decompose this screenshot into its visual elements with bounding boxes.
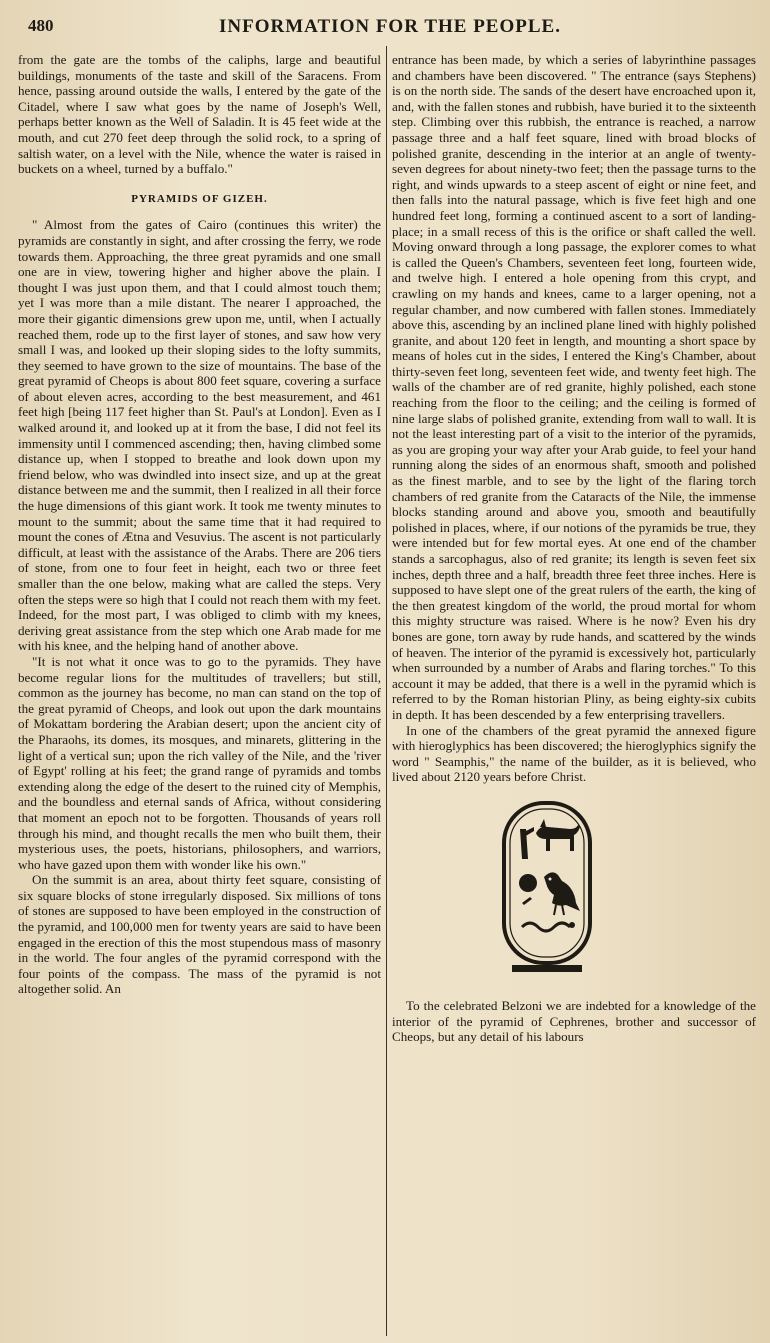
figure (392, 793, 756, 988)
right-column (392, 52, 756, 1045)
paragraph: On the summit is an area, about thirty feet square, consisting of six square blocks of stone irregularly disposed. Six millions of tons of stones are supposed to have been employed in the construction of the pyramid, and 100,000 men for twenty years are said to have been engaged in the erection of this the most stupendous mass of masonry in the world. The four angles of the pyramid correspond with the four points of the compass. The mass of the pyramid is not altogether solid. An (18, 872, 381, 997)
page-number: 480 (28, 16, 54, 35)
paragraph: To the celebrated Belzoni we are indebted for a knowledge of the interior of the pyramid of Cephrenes, brother and successor of Cheops, but any detail of his labours (392, 997, 756, 1045)
page-header (28, 14, 752, 44)
section-heading: PYRAMIDS OF GIZEH. (131, 192, 268, 205)
paragraph: " Almost from the gates of Cairo (continues this writer) the pyramids are constantly in sight, and after crossing the ferry, we rode towards them. Approaching, the three great pyramids and one small one are in view, towering higher and higher above the plain. I thought I was just upon them, and that I could almost touch them; yet I was more than a mile distant. The nearer I approached, the more their gigantic dimensions grew upon me, until, when I actually reached them, rode up to the first layer of stones, and saw how very small I was, and looked up their sloping sides to the lofty summits, they seemed to have grown to the size of mountains. The base of the great pyramid of Cheops is about 800 feet square, covering a surface of about eleven acres, according to the best measurement, and 461 feet high [being 117 feet higher than St. Paul's at London]. Even as I walked around it, and looked up at it from the base, I did not feel its immensity until I commenced ascending; then, having climbed some distance up, when I stopped to breathe and look down upon my friend below, who was dwindled into insect size, and up at the great distance between me and the summit, then I realized in all their force the huge dimensions of this giant work. It took me twenty minutes to mount to the summit; about the same time that it had required to mount the cones of Ætna and Vesuvius. The ascent is not particularly difficult, at least with the assistance of the Arabs. There are 206 tiers of stone, from one to four feet in height, each two or three feet smaller than the one below, making what are called the steps. Very often the steps were so high that I could not reach them with my feet. Indeed, for the most part, I was obliged to climb with my knees, deriving great assistance from the step which one Arab made for me with his knee, and the helping hand of another above. (18, 217, 381, 654)
paragraph: "It is not what it once was to go to the pyramids. They have become regular lions for the multitudes of travellers; but still, common as the journey has become, no man can stand on the top of the great pyramid of Cheops, and look out upon the dark mountains of Mokattam bordering the Arabian desert; upon the ancient city of the Pharaohs, its domes, its mosques, and minarets, glittering in the light of a vertical sun; upon the rich valley of the Nile, and the 'river of Egypt' rolling at his feet; the grand range of pyramids and tombs extending along the edge of the desert to the ruined city of Memphis, and the boundless and eternal sands of Africa, without considering that moment an epoch not to be forgotten. Thousands of years roll through his mind, and thought recalls the men who built them, their mysterious uses, the poets, historians, philosophers, and warriors, who have gazed upon them with wonder like his own." (18, 653, 381, 872)
column-divider (386, 46, 387, 1336)
paragraph: In one of the chambers of the great pyramid the annexed figure with hieroglyphics has been discovered; the hieroglyphics signify the word " Seamphis," the name of the builder, as it is believed, who lived about 2120 years before Christ. (392, 722, 756, 785)
paragraph: entrance has been made, by which a series of labyrinthine passages and chambers have been discovered. " The entrance (says Stephens) is on the north side. The sands of the desert have encroached upon it, and, with the fallen stones and rubbish, have buried it to the sixteenth step. Climbing over this rubbish, the entrance is reached, a narrow passage three and a half feet square, lined with broad blocks of polished granite, descending in the interior at an angle of twenty-seven degrees for about ninety-two feet; then the passage turns to the right, and winds upwards to a steep ascent of eight or nine feet, and then falls into the natural passage, which is five feet high and one hundred feet long, forming a continued ascent to a sort of landing-place; in a small recess of this is the orifice or shaft called the well. Moving onward through a long passage, the explorer comes to what is called the Queen's Chambers, seventeen feet long, fourteen wide, and twelve high. I entered a hole opening from this crypt, and crawling on my hands and knees, came to a larger opening, not a regular chamber, and now cumbered with fallen stones. Immediately above this, ascending by an inclined plane lined with highly polished granite, and about 120 feet in length, and mounting a short space by means of holes cut in the sides, I entered the King's Chamber, about thirty-seven feet long, seventeen feet wide, and twenty feet high. The walls of the chamber are of red granite, highly polished, each stone reaching from the floor to the ceiling; and the ceiling is formed of nine large slabs of polished granite, extending from wall to wall. It is not the least interesting part of a visit to the interior of the pyramids, as you are groping your way after your Arab guide, to feel your hand running along the sides of an enormous shaft, smooth and polished as the finest marble, and to see by the light of the flaring torch chambers of red granite from the Cataracts of the Nile, the immense blocks standing around and above you, smooth and beautifully polished in places, where, if our notions of the pyramids be true, they were intended but for few mortal eyes. At one end of the chamber stands a sarcophagus, also of red granite; its length is seven feet six inches, depth three and a half, breadth three feet three inches. Here is supposed to have slept one of the great rulers of the earth, the king of the then greatest kingdom of the world, the proud mortal for whom this mighty structure was raised. Where is he now? Even his dry bones are gone, torn away by rude hands, and scattered by the winds of heaven. The interior of the pyramid is excessively hot, particularly when surrounded by a number of Arabs and flaring torches." To this account it may be added, that there is a well in the pyramid which is referred to by the Roman historian Pliny, as being eighty-six cubits in depth. It has been descended by a few enterprising travellers. (392, 52, 756, 722)
left-column (18, 52, 381, 997)
paragraph: from the gate are the tombs of the caliphs, large and beautiful buildings, monuments of the taste and skill of the Saracens. From hence, passing around outside the walls, I entered by the gate of the Citadel, where I saw what goes by the name of Joseph's Well, perhaps better known as the Well of Saladin. It is 45 feet wide at the mouth, and cut 270 feet deep through the solid rock, to a spring of saltish water, on a level with the Nile, whence the water is raised in buckets on a wheel, turned by a buffalo." (18, 52, 381, 177)
running-title: INFORMATION FOR THE PEOPLE. (219, 16, 561, 37)
hieroglyph-cartouche-icon (500, 799, 594, 977)
